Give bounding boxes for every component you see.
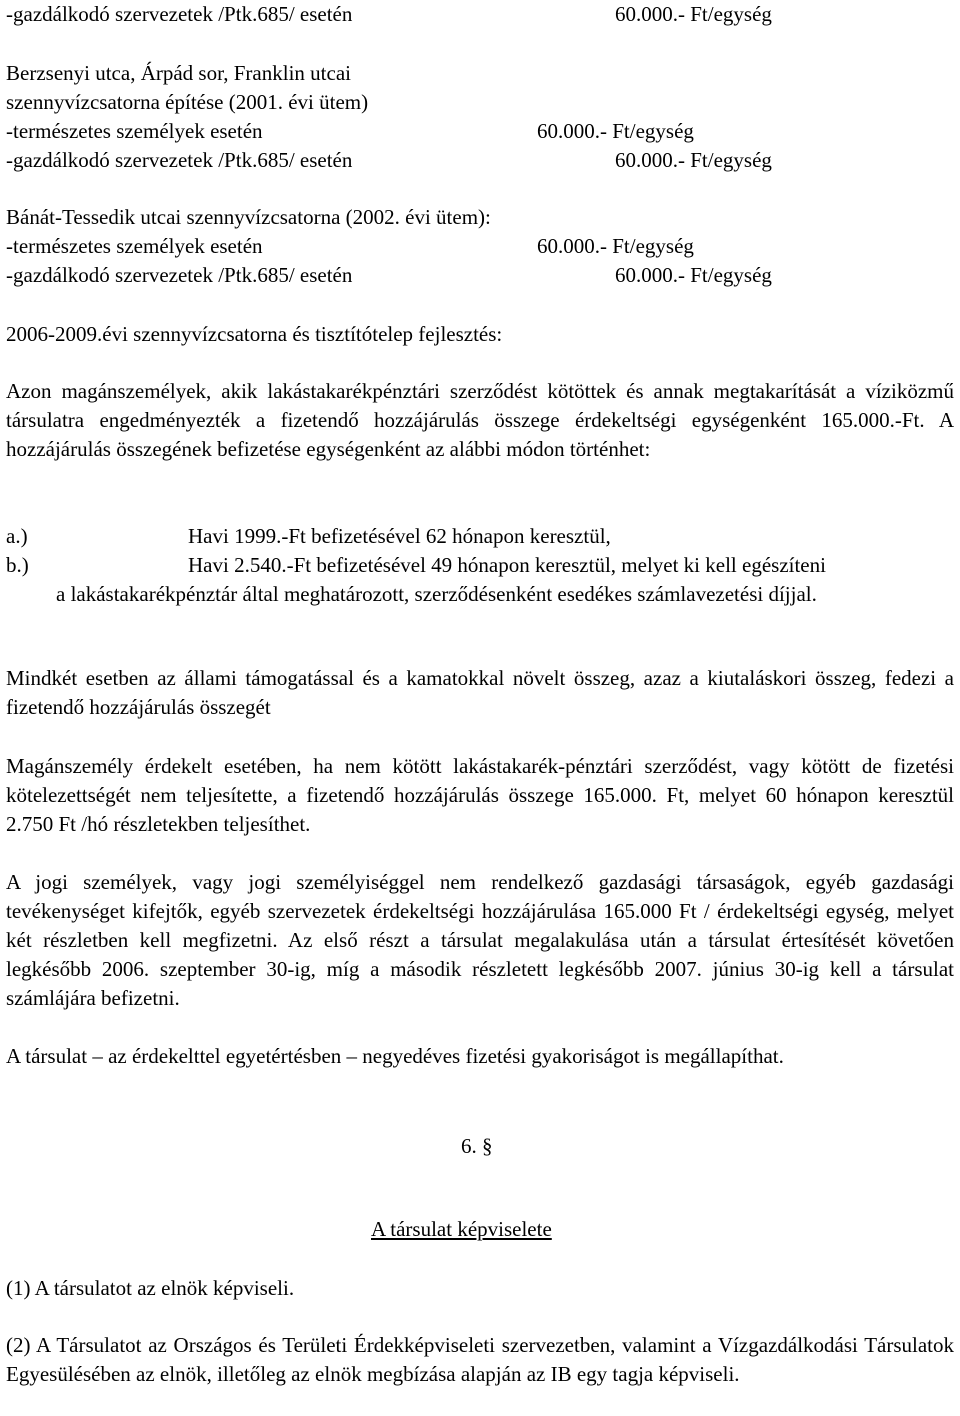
- paragraph-tarsulat: [6, 1042, 954, 1071]
- section-number: 6. §: [461, 1134, 493, 1158]
- paragraph-maganszemely: [6, 752, 954, 839]
- paragraph-maganszemely-text: Magánszemély érdekelt esetében, ha nem kötött lakástakarék-pénztári szerződést, vagy kötött de fizetési kötelezettségét nem teljesítette, a fizetendő hozzájárulás összege 165.000. Ft, melyet 60 hónapon keresztül 2.750 Ft /hó részletekben teljesíthet.: [6, 754, 954, 836]
- option-a-text: Havi 1999.-Ft befizetésével 62 hónapon keresztül,: [188, 524, 611, 548]
- paragraph-2: [6, 1331, 954, 1389]
- berzsenyi-title-line1: Berzsenyi utca, Árpád sor, Franklin utcai: [6, 61, 351, 85]
- banat-row-b-label: -gazdálkodó szervezetek /Ptk.685/ esetén: [6, 263, 353, 287]
- paragraph-jogi: [6, 868, 954, 1013]
- paragraph-mindket: [6, 664, 954, 722]
- paragraph-1: (1) A társulatot az elnök képviseli.: [6, 1276, 295, 1300]
- berzsenyi-row-b-amount: 60.000.- Ft/egység: [615, 148, 772, 172]
- berzsenyi-title-line2: szennyvízcsatorna építése (2001. évi ütem): [6, 90, 369, 114]
- option-b-text-rest: a lakástakarékpénztár által meghatározott, szerződésenként esedékes számlavezetési díjjal.: [56, 582, 817, 606]
- banat-row-b-amount: 60.000.- Ft/egység: [615, 263, 772, 287]
- option-b-label: b.): [6, 553, 29, 577]
- paragraph-tarsulat-text: A társulat – az érdekelttel egyetértésben – negyedéves fizetési gyakoriságot is megállapíthat.: [6, 1044, 784, 1068]
- row1-label: -gazdálkodó szervezetek /Ptk.685/ esetén: [6, 2, 353, 26]
- berzsenyi-row-b-label: -gazdálkodó szervezetek /Ptk.685/ esetén: [6, 148, 353, 172]
- paragraph-2-text: (2) A Társulatot az Országos és Területi Érdekképviseleti szervezetben, valamint a Vízgazdálkodási Társulatok Egyesülésében az elnök, illetőleg az elnök megbízása alapján az IB egy tagja képviseli.: [6, 1333, 954, 1386]
- paragraph-jogi-text: A jogi személyek, vagy jogi személyiséggel nem rendelkező gazdasági társaságok, egyéb gazdasági tevékenységet kifejtők, egyéb szervezetek érdekeltségi hozzájárulása 165.000 Ft / érdekeltségi egység, melyet két részletben kell megfizetni. Az első részt a társulat megalakulása után a társulat értesítését követően legkésőbb 2006. szeptember 30-ig, míg a második részletett legkésőbb 2007. június 30-ig kell a társulat számlájára befizetni.: [6, 870, 954, 1010]
- berzsenyi-row-a-amount: 60.000.- Ft/egység: [537, 119, 694, 143]
- banat-row-a-label: -természetes személyek esetén: [6, 234, 263, 258]
- banat-title: Bánát-Tessedik utcai szennyvízcsatorna (2002. évi ütem):: [6, 205, 491, 229]
- paragraph-mindket-text: Mindkét esetben az állami támogatással és a kamatokkal növelt összeg, azaz a kiutaláskori összeg, fedezi a fizetendő hozzájárulás összegét: [6, 666, 954, 719]
- option-b-text-first: Havi 2.540.-Ft befizetésével 49 hónapon keresztül, melyet ki kell egészíteni: [188, 553, 826, 577]
- paragraph-azon-text: Azon magánszemélyek, akik lakástakarékpénztári szerződést kötöttek és annak megtakarítását a víziközmű társulatra engedményezték a fizetendő hozzájárulás összege érdekeltségi egységenként 165.000.-Ft. A hozzájárulás összegének befizetése egységenként az alábbi módon történhet:: [6, 379, 954, 461]
- period-heading: 2006-2009.évi szennyvízcsatorna és tisztítótelep fejlesztés:: [6, 322, 503, 346]
- section-title: A társulat képviselete: [371, 1217, 552, 1241]
- paragraph-azon: [6, 377, 954, 464]
- banat-row-a-amount: 60.000.- Ft/egység: [537, 234, 694, 258]
- berzsenyi-row-a-label: -természetes személyek esetén: [6, 119, 263, 143]
- row1-amount: 60.000.- Ft/egység: [615, 2, 772, 26]
- option-a-label: a.): [6, 524, 28, 548]
